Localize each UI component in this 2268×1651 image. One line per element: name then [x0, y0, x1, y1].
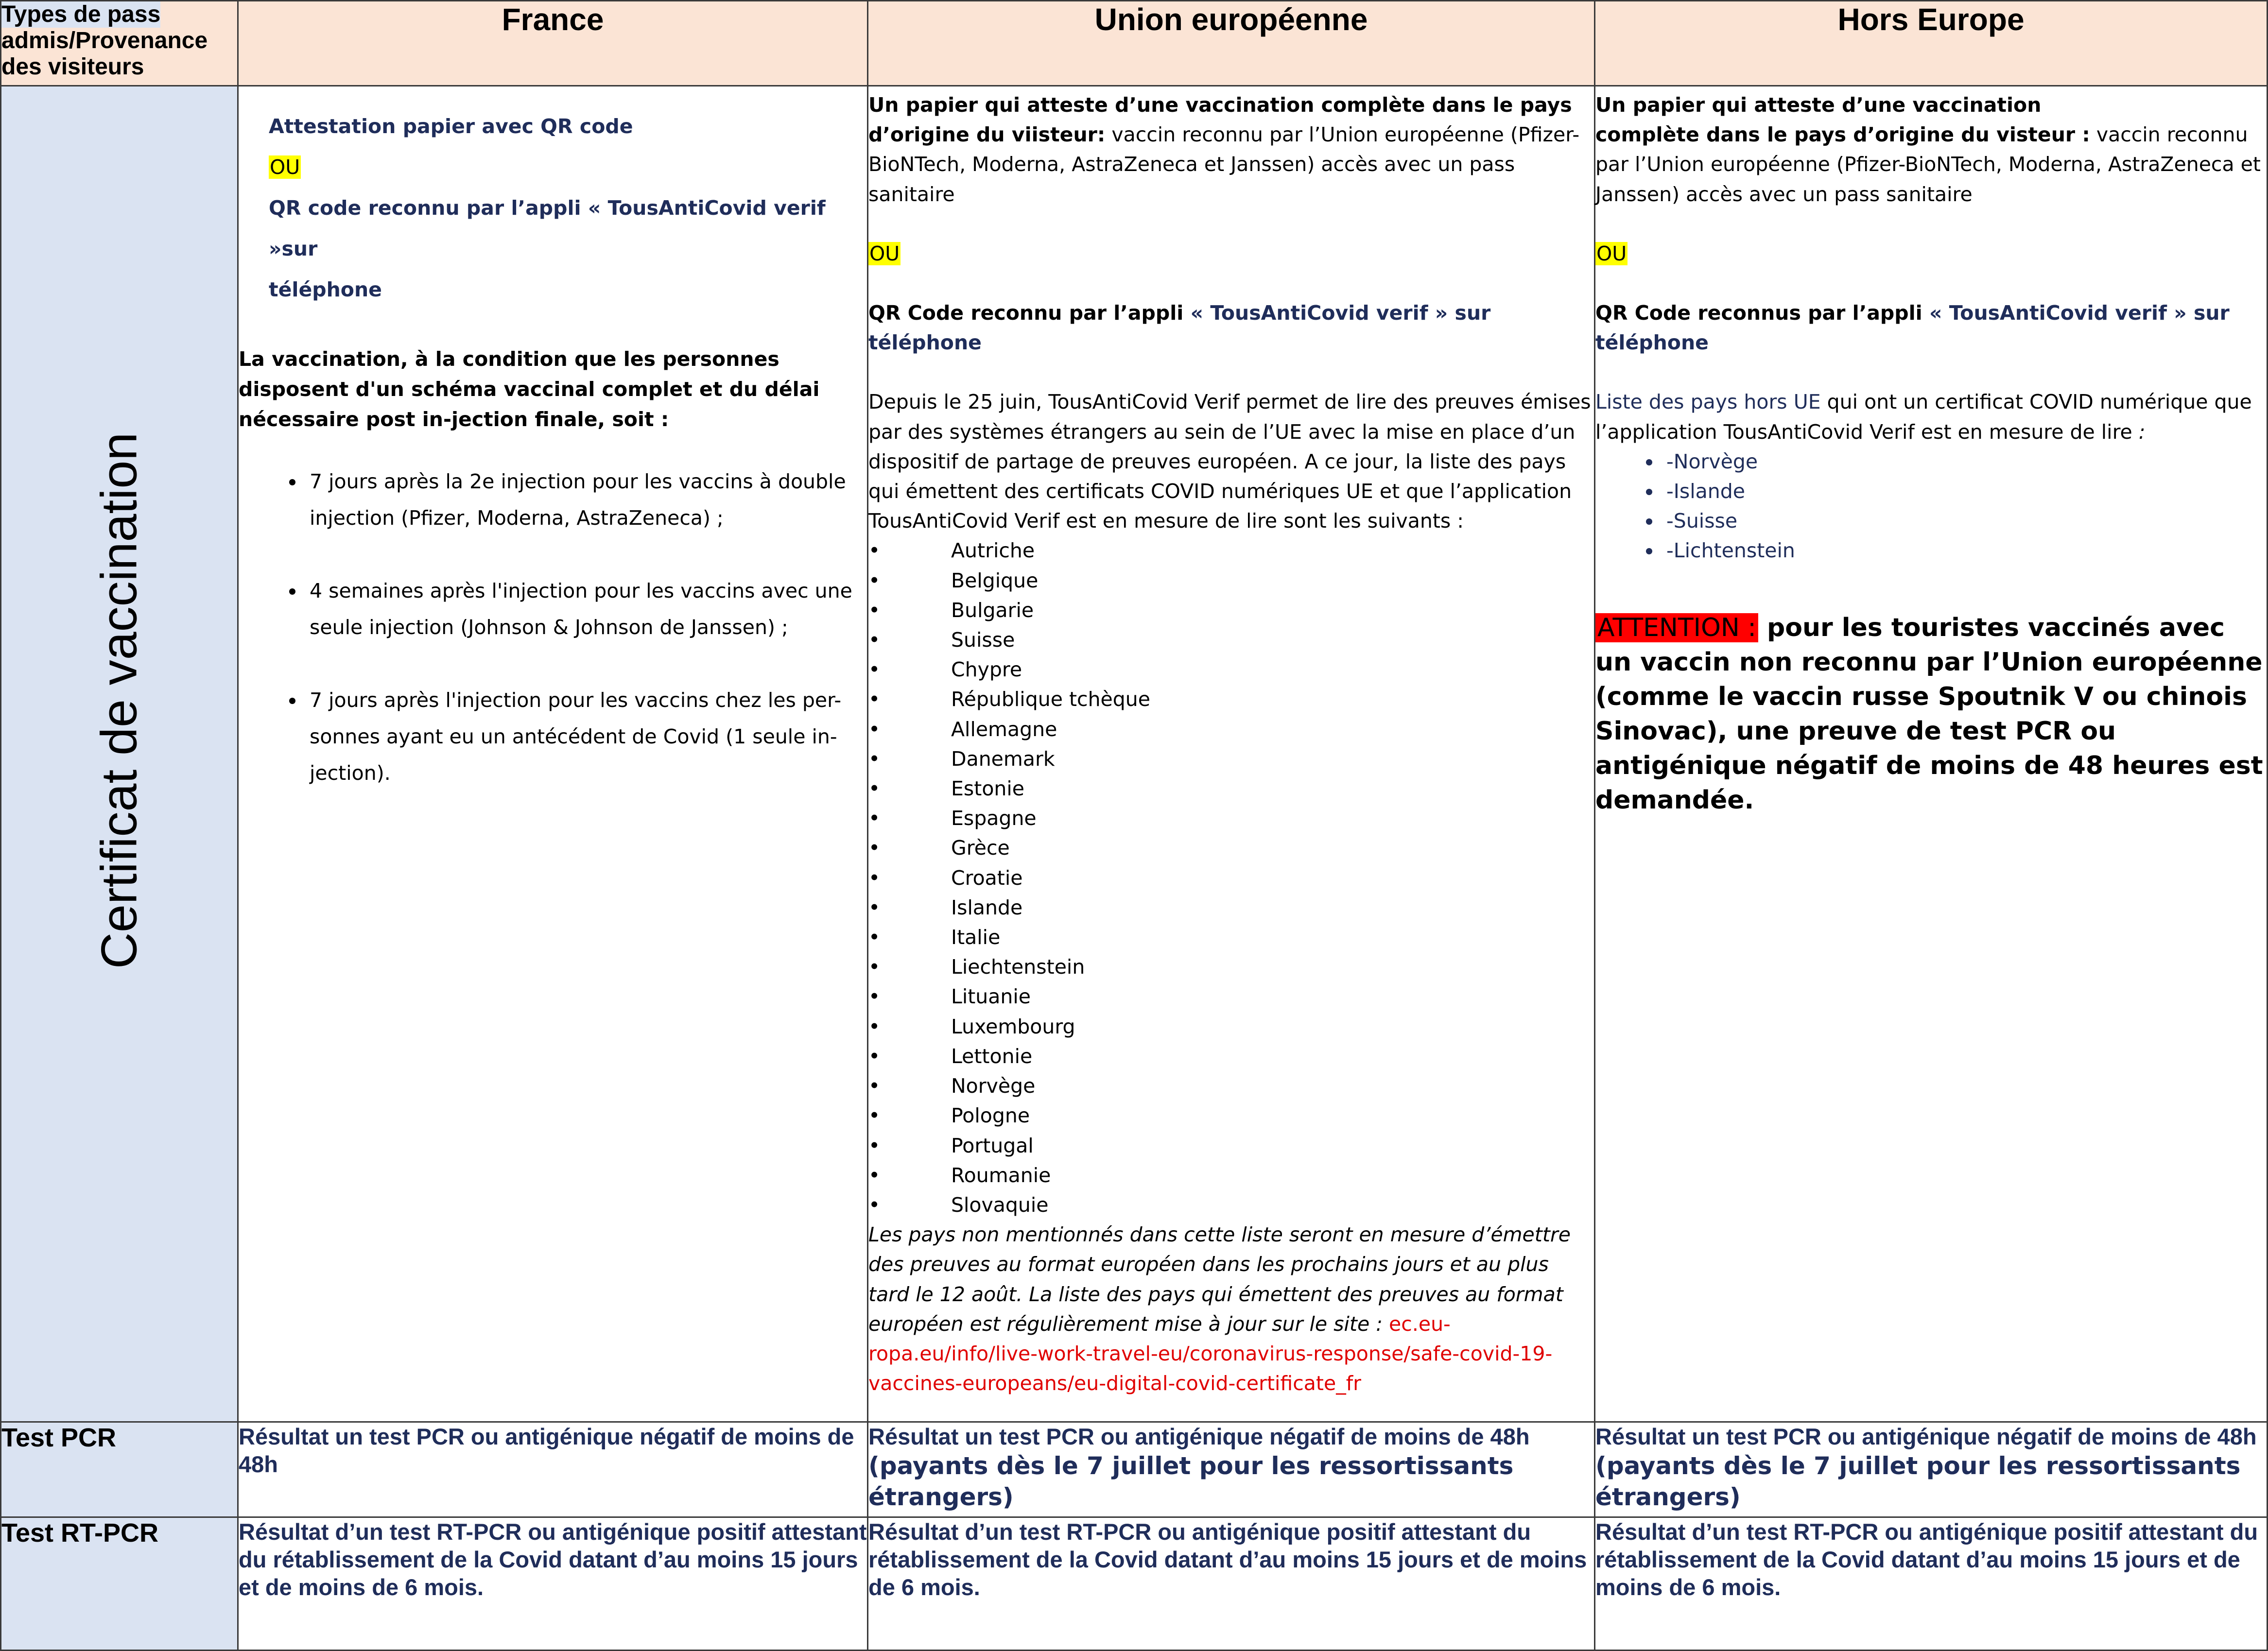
hors-country-item: • -Lichtenstein: [1662, 536, 2267, 566]
ue-country-item: • Norvège: [868, 1071, 1594, 1101]
pcr-france-cell: Résultat un test PCR ou antigénique négatif de moins de 48h: [238, 1422, 868, 1517]
france-ou-highlight: OU: [270, 155, 300, 179]
ue-country-item: • Belgique: [868, 566, 1594, 596]
france-bullet-1: • 7 jours après la 2e injection pour les vaccins à double injection (Pfizer, Moderna, AstraZeneca) ;: [305, 464, 867, 536]
corner-header: [1, 1, 238, 86]
hors-country-list: [1595, 447, 2267, 566]
ue-country-item: • Italie: [868, 923, 1594, 952]
rt-pcr-france-cell: Résultat d’un test RT-PCR ou antigénique positif attestant du rétablissement de la Covid datant d’au moins 15 jours et de moins de 6 mois.: [238, 1517, 868, 1651]
hors-country-item: • -Suisse: [1662, 506, 2267, 536]
column-header-ue: Union européenne: [868, 1, 1595, 86]
ue-paper-bold: Un papier qui atteste d’une vaccination complète dans le pays d’origine du viisteur:: [868, 93, 1572, 147]
hors-ou-highlight: OU: [1596, 241, 1627, 265]
france-line-2: [269, 188, 867, 269]
hors-list-intro: [1595, 387, 2267, 447]
ue-qr-b: « TousAntiCovid verif » sur téléphone: [868, 301, 1491, 355]
rt-pcr-ue-cell: Résultat d’un test RT-PCR ou antigénique positif attestant du rétablissement de la Covid datant d’au moins 15 jours et de moins de 6 mois.: [868, 1517, 1595, 1651]
ue-note-text: Les pays non mentionnés dans cette liste seront en mesure d’émettre des preuves au format européen dans les prochains jours et au plus tard le 12 août. La liste des pays qui émettent des preuves au format européen est régulièrement mise à jour sur le site :: [868, 1223, 1571, 1336]
hors-attention: [1595, 611, 2267, 818]
france-bullet-2: • 4 semaines après l'injection pour les vaccins avec une seule injection (Johnson & Johnson de Janssen) ;: [305, 573, 867, 646]
ue-country-item: • Grèce: [868, 833, 1594, 863]
ue-country-list: [868, 536, 1594, 1220]
ue-qr-a: QR Code reconnu par l’appli: [868, 301, 1191, 325]
france-vaccination-cell: [238, 86, 868, 1422]
ue-country-item: • Lituanie: [868, 982, 1594, 1012]
ue-country-item: • Portugal: [868, 1131, 1594, 1161]
ue-description: Depuis le 25 juin, TousAntiCovid Verif permet de lire des preuves émises par des systèmes étrangers au sein de l’UE avec la mise en place d’un dispositif de partage de preuves européen. A ce jour, la liste des pays qui émettent des certificats COVID numériques UE et que l’application TousAntiCovid Verif est en mesure de lire sont les suivants :: [868, 390, 1591, 533]
hors-attention-text: pour les touristes vaccinés avec un vaccin non reconnu par l’Union européenne (comme le vaccin russe Spoutnik V ou chinois Sinovac), une preuve de test PCR ou antigénique négatif de moins de 48 heures est demandée.: [1595, 613, 2263, 815]
ue-qr-line: [868, 298, 1594, 358]
ue-paper-paragraph: [868, 90, 1594, 209]
france-line-2a: QR code reconnu par l’appli: [269, 196, 588, 220]
ue-vaccination-cell: [868, 86, 1595, 1422]
france-ou: [269, 147, 867, 188]
header-row: [1, 1, 2268, 86]
ue-paper-rest: vaccin reconnu par l’Union européenne (Pfizer-BioNTech, Moderna, AstraZeneca et Janssen) accès avec un pass sanitaire: [868, 123, 1580, 206]
pcr-hors-note: (payants dès le 7 juillet pour les ressortissants étrangers): [1595, 1452, 2241, 1511]
pcr-ue-text: Résultat un test PCR ou antigénique négatif de moins de 48h: [868, 1424, 1530, 1449]
pcr-ue-note: (payants dès le 7 juillet pour les ressortissants étrangers): [868, 1452, 1514, 1511]
hors-attention-badge: ATTENTION :: [1595, 613, 1758, 642]
pcr-hors-text: Résultat un test PCR ou antigénique négatif de moins de 48h: [1595, 1424, 2257, 1449]
france-intro: [239, 106, 867, 310]
hors-qr-a: QR Code reconnus par l’appli: [1595, 301, 1930, 325]
hors-paper-paragraph: [1595, 120, 2267, 209]
pcr-row: [1, 1422, 2268, 1517]
vaccination-row: [1, 86, 2268, 1422]
france-line-1: Attestation papier avec QR code: [269, 115, 633, 138]
rt-pcr-hors-cell: Résultat d’un test RT-PCR ou antigénique positif attestant du rétablissement de la Covid datant d’au moins 15 jours et de moins de 6 mois.: [1595, 1517, 2268, 1651]
ue-link[interactable]: ec.eu-ropa.eu/info/live-work-travel-eu/coronavirus-response/safe-covid-19-vaccines-europeans/eu-digital-covid-certificate_fr: [868, 1312, 1553, 1395]
ue-country-item: • Islande: [868, 893, 1594, 923]
ue-country-item: • Roumanie: [868, 1161, 1594, 1190]
column-header-hors-europe: Hors Europe: [1595, 1, 2268, 86]
hors-vaccination-cell: [1595, 86, 2268, 1422]
ue-country-item: • Danemark: [868, 744, 1594, 774]
ue-country-item: • Bulgarie: [868, 596, 1594, 625]
pcr-ue-cell: [868, 1422, 1595, 1517]
rt-pcr-row: [1, 1517, 2268, 1651]
hors-paper-bold-1: Un papier qui atteste d’une vaccination: [1595, 93, 2042, 117]
ue-country-item: • Suisse: [868, 625, 1594, 655]
ue-ou: [868, 239, 1594, 269]
ue-country-item: • Liechtenstein: [868, 952, 1594, 982]
france-app-name: « TousAntiCovid verif »: [269, 196, 826, 260]
corner-line-3: des visiteurs: [1, 54, 144, 80]
pcr-hors-cell: [1595, 1422, 2268, 1517]
ue-country-item: • Allemagne: [868, 715, 1594, 744]
hors-list-link[interactable]: Liste des pays hors UE: [1595, 390, 1821, 414]
hors-list-text: qui ont un certificat COVID numérique que l’application TousAntiCovid Verif est en mesure de lire: [1595, 390, 2252, 444]
corner-line-1: Types de pass: [1, 1, 161, 27]
france-bullets: [239, 464, 867, 791]
ue-country-item: • Slovaquie: [868, 1190, 1594, 1220]
ue-ou-highlight: OU: [869, 241, 900, 265]
ue-country-item: • Lettonie: [868, 1042, 1594, 1071]
france-line-2c: sur: [281, 237, 318, 260]
ue-country-item: • Pologne: [868, 1101, 1594, 1131]
ue-country-item: • Estonie: [868, 774, 1594, 804]
vaccination-label: Certificat de vaccination: [91, 432, 147, 969]
ue-country-item: • Chypre: [868, 655, 1594, 685]
france-bullet-3: • 7 jours après l'injection pour les vaccins chez les per-sonnes ayant eu un antécédent de Covid (1 seule in-jection).: [305, 682, 867, 791]
corner-line-2: admis/Provenance: [1, 28, 208, 53]
france-condition: La vaccination, à la condition que les personnes disposent d'un schéma vaccinal complet et du délai nécessaire post in-jection finale, soit :: [239, 347, 820, 431]
hors-list-colon: :: [2138, 420, 2146, 444]
hors-qr-b: « TousAntiCovid verif » sur téléphone: [1595, 301, 2230, 355]
row-label-vaccination: [1, 86, 238, 1422]
ue-country-item: • Autriche: [868, 536, 1594, 566]
ue-country-item: • Croatie: [868, 863, 1594, 893]
hors-country-item: • -Islande: [1662, 477, 2267, 506]
ue-country-item: • République tchèque: [868, 685, 1594, 714]
row-label-pcr: Test PCR: [1, 1422, 238, 1517]
france-line-3: téléphone: [269, 278, 382, 301]
hors-country-item: • -Norvège: [1662, 447, 2267, 477]
ue-country-item: • Espagne: [868, 804, 1594, 833]
row-label-rt-pcr: Test RT-PCR: [1, 1517, 238, 1651]
ue-country-item: • Luxembourg: [868, 1012, 1594, 1042]
ue-note: [868, 1220, 1594, 1398]
hors-paper-rest: vaccin reconnu par l’Union européenne (Pfizer-BioNTech, Moderna, AstraZeneca et Janssen) accès avec un pass sanitaire: [1595, 123, 2261, 206]
hors-qr-line: [1595, 298, 2267, 358]
column-header-france: France: [238, 1, 868, 86]
hors-paper-bold-2: complète dans le pays d’origine du visteur :: [1595, 123, 2090, 147]
hors-ou: [1595, 239, 2267, 269]
